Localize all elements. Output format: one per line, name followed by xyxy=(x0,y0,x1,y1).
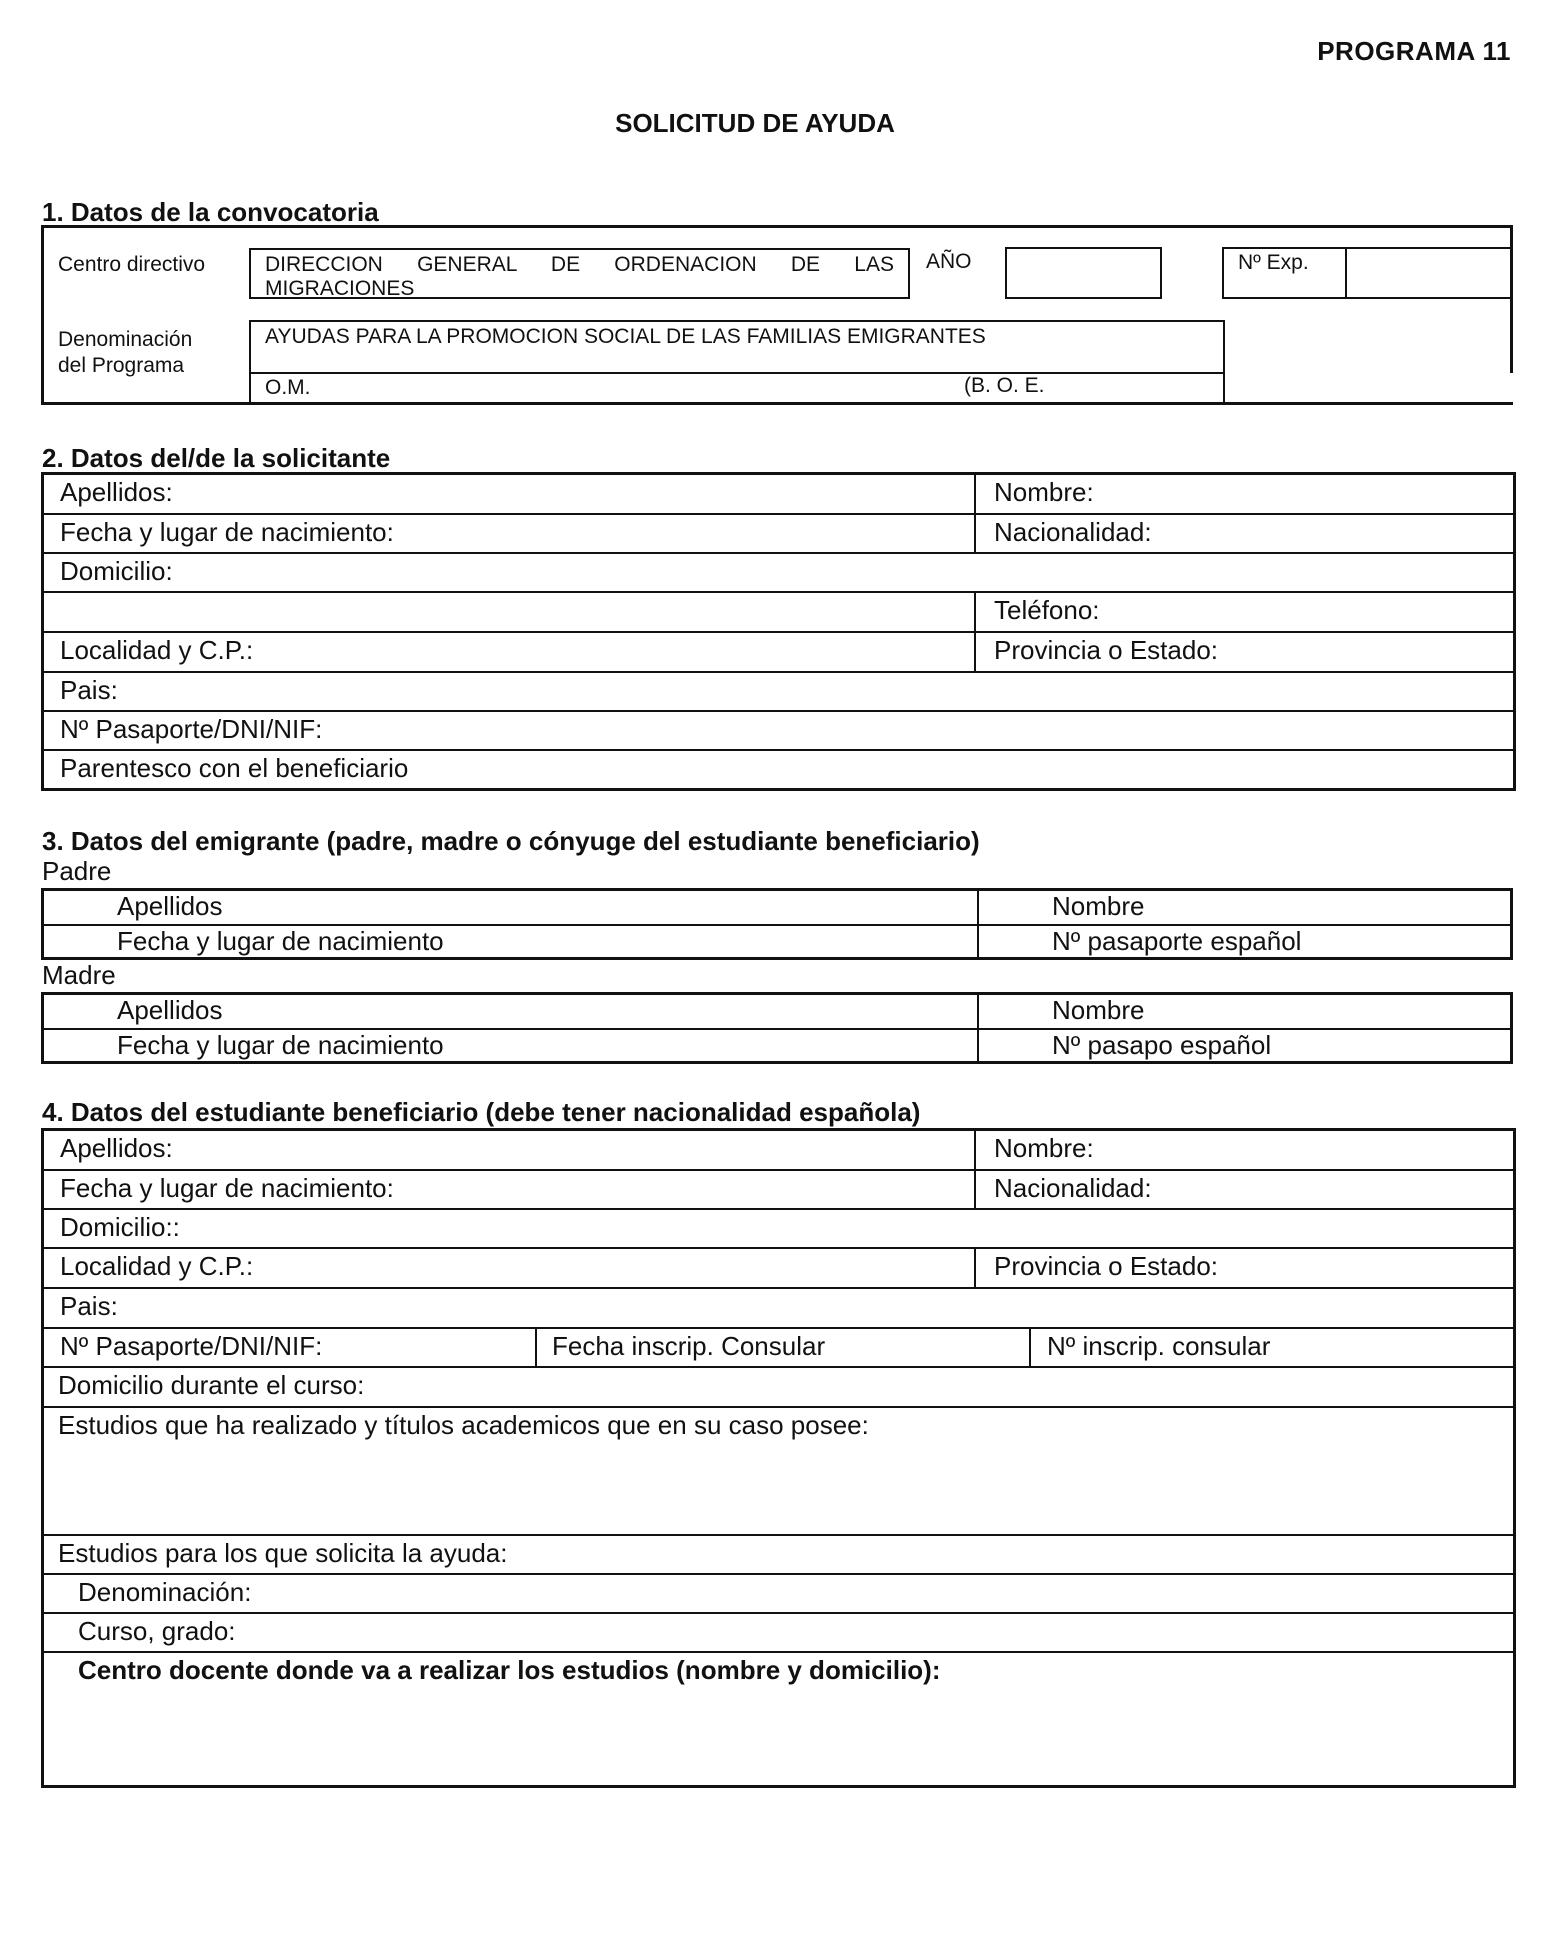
padre-fecha-label: Fecha y lugar de nacimiento xyxy=(117,926,444,956)
s2-row-pasaporte xyxy=(44,710,1513,749)
exp-field[interactable] xyxy=(1345,247,1513,299)
madre-apellidos-label: Apellidos xyxy=(117,995,223,1025)
s4-provincia-label: Provincia o Estado: xyxy=(994,1251,1219,1281)
madre-label: Madre xyxy=(42,960,116,990)
madre-row-2 xyxy=(44,1028,1510,1061)
centro-directivo-field[interactable] xyxy=(249,248,910,299)
solicitante-table xyxy=(41,472,1516,791)
s4-centro-docente-label: Centro docente donde va a realizar los estudios (nombre y domicilio): xyxy=(78,1655,941,1685)
s2-pais-label: Pais: xyxy=(60,675,118,705)
s2-nacionalidad-label: Nacionalidad: xyxy=(994,517,1152,547)
denominacion-value: AYUDAS PARA LA PROMOCION SOCIAL DE LAS FAMILIAS EMIGRANTES xyxy=(251,322,1223,374)
s4-n-inscrip-label: Nº inscrip. consular xyxy=(1047,1331,1271,1361)
s4-estudios-realizados-label: Estudios que ha realizado y títulos academicos que en su caso posee: xyxy=(58,1410,869,1440)
s4-apellidos-label: Apellidos: xyxy=(60,1133,173,1163)
s2-row-parentesco xyxy=(44,749,1513,788)
madre-table xyxy=(41,992,1513,1064)
s4-fecha-label: Fecha y lugar de nacimiento: xyxy=(60,1173,394,1203)
boe-label: (B. O. E. xyxy=(964,374,1045,397)
s2-domicilio-label: Domicilio: xyxy=(60,556,173,586)
om-label: O.M. xyxy=(265,376,311,399)
madre-pasaporte-label: Nº pasapo español xyxy=(1052,1030,1272,1060)
s4-row-apellidos xyxy=(44,1131,1513,1169)
s4-curso-label: Curso, grado: xyxy=(78,1616,236,1646)
s4-row-curso xyxy=(44,1612,1513,1651)
s2-pasaporte-label: Nº Pasaporte/DNI/NIF: xyxy=(60,714,323,744)
s4-domicilio-curso-label: Domicilio durante el curso: xyxy=(58,1370,365,1400)
s2-provincia-label: Provincia o Estado: xyxy=(994,635,1219,665)
s2-localidad-label: Localidad y C.P.: xyxy=(60,635,254,665)
form-title: SOLICITUD DE AYUDA xyxy=(615,108,895,138)
s2-row-fecha xyxy=(44,513,1513,552)
estudiante-table xyxy=(41,1128,1516,1788)
madre-row-1 xyxy=(44,995,1510,1028)
padre-label: Padre xyxy=(42,856,112,886)
madre-nombre-label: Nombre xyxy=(1052,995,1145,1025)
s2-row-localidad xyxy=(44,631,1513,671)
s4-pais-label: Pais: xyxy=(60,1291,118,1321)
anio-label: AÑO xyxy=(926,250,972,273)
madre-fecha-label: Fecha y lugar de nacimiento xyxy=(117,1030,444,1060)
padre-pasaporte-label: Nº pasaporte español xyxy=(1052,926,1302,956)
s2-apellidos-label: Apellidos: xyxy=(60,477,173,507)
s4-estudios-solicita-label: Estudios para los que solicita la ayuda: xyxy=(58,1538,508,1568)
padre-apellidos-label: Apellidos xyxy=(117,891,223,921)
anio-field[interactable] xyxy=(1005,247,1162,299)
denominacion-label-2: del Programa xyxy=(58,354,185,377)
s4-row-domicilio-curso xyxy=(44,1366,1513,1406)
program-number: PROGRAMA 11 xyxy=(1317,36,1511,66)
s4-fecha-inscrip-label: Fecha inscrip. Consular xyxy=(552,1331,826,1361)
s2-row-apellidos xyxy=(44,475,1513,513)
padre-nombre-label: Nombre xyxy=(1052,891,1145,921)
section3-heading: 3. Datos del emigrante (padre, madre o cónyuge del estudiante beneficiario) xyxy=(42,826,980,856)
s4-domicilio-label: Domicilio:: xyxy=(60,1212,180,1242)
s2-fecha-label: Fecha y lugar de nacimiento: xyxy=(60,517,394,547)
s4-row-pais xyxy=(44,1287,1513,1327)
denominacion-label-1: Denominación xyxy=(58,328,193,351)
section4-heading: 4. Datos del estudiante beneficiario (debe tener nacionalidad española) xyxy=(42,1097,921,1127)
s2-parentesco-label: Parentesco con el beneficiario xyxy=(60,753,409,783)
padre-row-1 xyxy=(44,891,1510,924)
s4-row-localidad xyxy=(44,1247,1513,1287)
centro-directivo-value-line1: DIRECCION GENERAL DE ORDENACION DE LAS xyxy=(265,253,894,276)
denominacion-field[interactable] xyxy=(249,320,1225,405)
section2-heading: 2. Datos del/de la solicitante xyxy=(42,443,391,473)
s4-nombre-label: Nombre: xyxy=(994,1133,1094,1163)
s2-row-telefono xyxy=(44,591,1513,631)
s4-row-estudios-realizados xyxy=(44,1406,1513,1534)
s4-row-estudios-solicita xyxy=(44,1534,1513,1573)
s4-localidad-label: Localidad y C.P.: xyxy=(60,1251,254,1281)
s4-row-denominacion xyxy=(44,1573,1513,1612)
s4-nacionalidad-label: Nacionalidad: xyxy=(994,1173,1152,1203)
centro-directivo-value-line2: MIGRACIONES xyxy=(265,277,415,300)
exp-label: Nº Exp. xyxy=(1238,251,1309,274)
s4-denominacion-label: Denominación: xyxy=(78,1577,252,1607)
s2-nombre-label: Nombre: xyxy=(994,477,1094,507)
s4-row-fecha xyxy=(44,1169,1513,1208)
s4-row-centro-docente xyxy=(44,1651,1513,1785)
padre-row-2 xyxy=(44,924,1510,957)
s2-row-domicilio xyxy=(44,552,1513,591)
s2-row-pais xyxy=(44,671,1513,710)
padre-table xyxy=(41,888,1513,960)
s4-pasaporte-label: Nº Pasaporte/DNI/NIF: xyxy=(60,1331,323,1361)
s4-row-domicilio xyxy=(44,1208,1513,1247)
centro-directivo-label: Centro directivo xyxy=(58,253,206,276)
s2-telefono-label: Teléfono: xyxy=(994,595,1100,625)
s4-row-pasaporte xyxy=(44,1327,1513,1366)
section1-heading: 1. Datos de la convocatoria xyxy=(42,197,379,227)
